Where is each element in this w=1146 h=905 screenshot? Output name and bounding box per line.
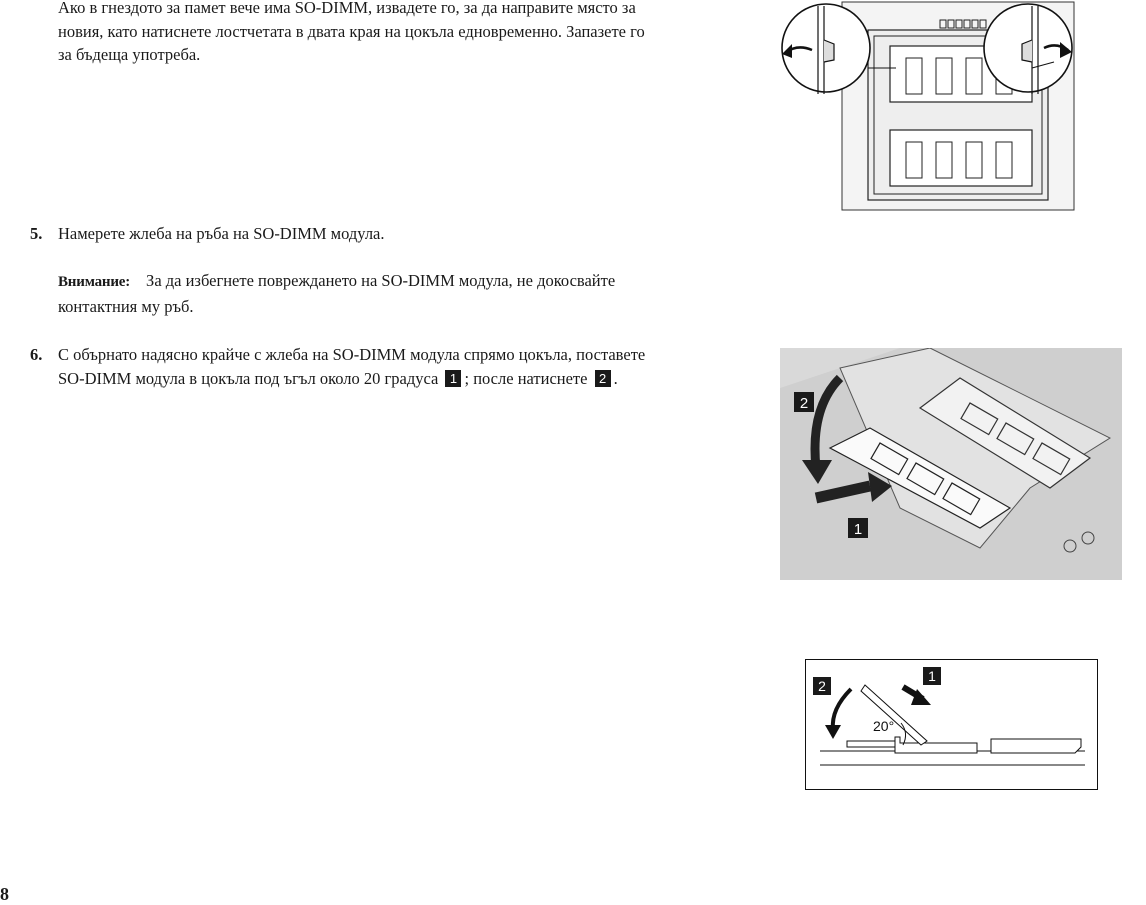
figure-remove-dimm xyxy=(778,0,1076,212)
angle-callout-1: 1 xyxy=(928,668,936,684)
intro-paragraph xyxy=(58,0,758,67)
angle-label: 20° xyxy=(873,718,895,734)
note-label: Внимание: xyxy=(58,274,131,290)
note-line-1: За да избегнете повреждането на SO-DIMM модула, не докосвайте xyxy=(146,271,616,290)
figure-angle xyxy=(805,659,1098,791)
step-6-number: 6. xyxy=(30,345,43,364)
intro-line-1: Ако в гнездото за памет вече има SO-DIMM, извадете го, за да направите място за xyxy=(58,0,636,17)
note-line-2: контактния му ръб. xyxy=(58,296,194,316)
step-5-number: 5. xyxy=(30,224,43,243)
insert-callout-2: 2 xyxy=(799,395,809,412)
dimm-lower xyxy=(890,130,1032,186)
insert-callout-1: 1 xyxy=(853,521,863,538)
page-number: 8 xyxy=(0,884,9,904)
angle-callout-2: 2 xyxy=(818,678,826,694)
step-6-text xyxy=(58,343,758,390)
step-5-note xyxy=(58,269,758,318)
right-latch-magnifier xyxy=(984,4,1072,94)
figure-insert-dimm xyxy=(780,348,1122,580)
callout-badge-2: 2 xyxy=(595,370,611,387)
step-6-line-2c: . xyxy=(613,368,618,388)
intro-line-2: новия, като натиснете лостчетата в двата края на цокъла едновременно. Запазете го xyxy=(58,21,645,41)
intro-line-3: за бъдеща употреба. xyxy=(58,45,201,64)
callout-badge-1: 1 xyxy=(445,370,461,387)
step-5-instruction: Намерете жлеба на ръба на SO-DIMM модула. xyxy=(58,224,385,243)
step-5-text xyxy=(58,222,385,246)
left-latch-magnifier xyxy=(782,4,870,94)
step-6-line-1: С обърнато надясно крайче с жлеба на SO-DIMM модула спрямо цокъла, поставете xyxy=(58,345,646,364)
step-6-line-2a: SO-DIMM модула в цокъла под ъгъл около 20 градуса xyxy=(58,368,439,388)
step-6-line-2b: ; после натиснете xyxy=(464,368,588,388)
